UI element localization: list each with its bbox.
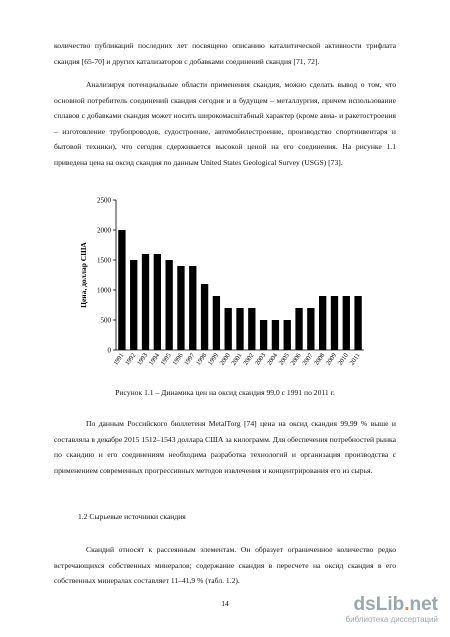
watermark-tld: net	[409, 594, 438, 615]
x-tick-label: 2000	[218, 352, 232, 367]
bar	[177, 266, 184, 350]
bar	[248, 308, 255, 350]
bar	[154, 254, 161, 350]
bar	[272, 320, 279, 350]
x-tick-label: 1992	[124, 352, 138, 367]
x-tick-label: 2005	[277, 352, 291, 367]
x-tick-label: 2009	[324, 352, 339, 367]
bar	[343, 296, 350, 350]
x-tick-label: 1991	[112, 352, 126, 367]
x-tick-label: 2008	[313, 352, 327, 367]
paragraph-metaltorg	[54, 416, 396, 478]
y-tick-label: 2000	[97, 226, 111, 235]
x-tick-label: 2011	[348, 352, 362, 367]
paragraph-applications	[54, 77, 396, 171]
paragraph-intro	[54, 38, 396, 69]
bar	[213, 296, 220, 350]
watermark-main: dsLib	[353, 594, 405, 615]
x-tick-label: 1995	[159, 352, 173, 367]
bar	[236, 308, 243, 350]
y-tick-label: 500	[100, 316, 111, 325]
x-tick-label: 1994	[147, 352, 161, 367]
paragraph-text: По данным Российского бюллетеня MetalTorg [74] цена на оксид скандия 99,99 % выше и составляла в декабре 2015 1512–1543 доллара США за килограмм. Для обеспечения потребностей рынка по скандию и его соединениям необходима разработка технологий и организация производства с применением современных прогрессивных методов извлечения и концентрирования его из сырья.	[54, 419, 396, 475]
bar	[165, 260, 172, 350]
x-tick-label: 2006	[289, 352, 303, 367]
bar-chart-svg	[72, 190, 382, 380]
y-tick-label: 2500	[97, 196, 111, 205]
x-tick-label: 1993	[135, 352, 150, 367]
page-number: 14	[221, 599, 229, 608]
price-chart	[72, 190, 382, 380]
bar	[201, 284, 208, 350]
figure-caption: Рисунок 1.1 – Динамика цен на оксид скандия 99,0 с 1991 по 2011 г.	[115, 388, 335, 397]
x-tick-label: 1997	[183, 352, 197, 367]
x-tick-label: 2007	[301, 352, 315, 367]
bar	[142, 254, 149, 350]
watermark-logo	[328, 595, 438, 615]
bar	[307, 308, 314, 350]
x-tick-label: 2001	[230, 352, 244, 367]
watermark-dot: .	[404, 594, 410, 615]
bar	[118, 230, 125, 350]
bar	[295, 308, 302, 350]
bar	[354, 296, 361, 350]
bar	[331, 296, 338, 350]
paragraph-text: Анализируя потенциальные области применения скандия, можно сделать вывод о том, что основной потребитель соединений скандия сегодня и в будущем – металлургия, причем использование сплавов с добавками скандия может носить широкомасштабный характер (кроме авиа- и ракетостроения – изготовление трубопроводов, судостроение, автомобилестроение, производство спортинвентаря и бытовой техники), что сегодня сдерживается высокой ценой на его соединения. На рисунке 1.1 приведена цена на оксид скандия по данным United States Geological Survey (USGS) [73].	[54, 80, 396, 167]
x-tick-label: 1998	[195, 352, 209, 367]
y-axis-label: Цена, доллар США	[79, 242, 88, 308]
x-tick-label: 1996	[171, 352, 185, 367]
dslib-watermark[interactable]	[328, 595, 438, 629]
bar	[189, 266, 196, 350]
bar	[260, 320, 267, 350]
y-tick-label: 1000	[97, 286, 111, 295]
y-tick-label: 1500	[97, 256, 111, 265]
bar	[130, 260, 137, 350]
bar	[319, 296, 326, 350]
x-tick-label: 2010	[336, 352, 350, 367]
paragraph-text: количество публикаций последних лет посвящено описанию каталитической активности трифлата скандия [65-70] и других катализаторов с добавками соединений скандия [71, 72].	[54, 41, 396, 66]
paragraph-text: Скандий относят к рассеянным элементам. Он образует ограниченное количество редко встречающихся собственных минералов; содержание скандия в пересчете на оксид скандия в его собственных минералах составляет 11–41,9 % (табл. 1.2).	[54, 545, 396, 586]
y-tick-label: 0	[107, 346, 111, 355]
watermark-subtitle: библиотека диссертаций	[345, 615, 438, 624]
x-tick-label: 1999	[206, 352, 221, 367]
x-tick-label: 2002	[242, 352, 256, 367]
paragraph-minerals	[54, 542, 396, 589]
x-tick-label: 2003	[254, 352, 268, 367]
bar	[225, 308, 232, 350]
section-heading: 1.2 Сырьевые источники скандия	[78, 512, 186, 521]
x-tick-label: 2004	[265, 352, 280, 367]
bar	[284, 320, 291, 350]
